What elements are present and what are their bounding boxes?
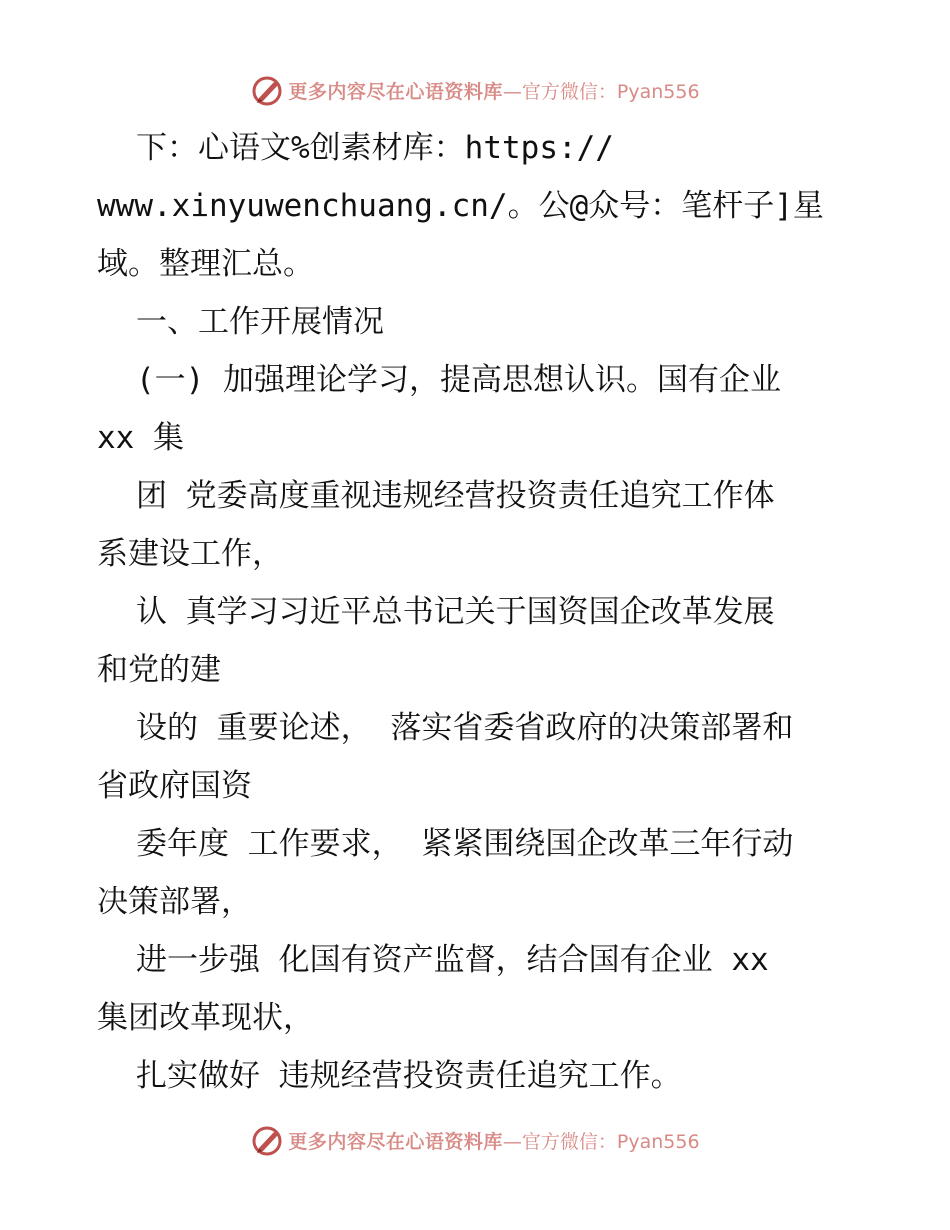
text-line-13: 委年度 工作要求， 紧紧围绕国企改革三年行动 — [136, 826, 794, 862]
text-line-15: 进一步强 化国有资产监督，结合国有企业 xx — [136, 942, 769, 978]
text-line-16: 集团改革现状， — [97, 1000, 314, 1036]
text-line-8: 系建设工作， — [97, 536, 283, 572]
banner-main-text: 更多内容尽在心语资料库 — [288, 1130, 503, 1153]
header-watermark-banner — [0, 70, 950, 110]
footer-watermark-banner — [0, 1120, 950, 1160]
text-line-2: www.xinyuwenchuang.cn/。公@众号：笔杆子]星 — [97, 188, 824, 224]
banner-main-text: 更多内容尽在心语资料库 — [288, 80, 503, 103]
text-line-6: xx 集 — [97, 420, 184, 456]
text-line-17: 扎实做好 违规经营投资责任追究工作。 — [136, 1058, 682, 1094]
banner-sub-text: —官方微信：Pyan556 — [502, 80, 700, 103]
text-line-7: 团 党委高度重视违规经营投资责任追究工作体 — [136, 478, 775, 514]
text-line-12: 省政府国资 — [97, 768, 252, 804]
text-line-9: 认 真学习习近平总书记关于国资国企改革发展 — [136, 594, 775, 630]
text-line-14: 决策部署， — [97, 884, 252, 920]
text-line-10: 和党的建 — [97, 652, 221, 688]
text-line-3: 域。整理汇总。 — [97, 246, 314, 282]
banner-sub-text: —官方微信：Pyan556 — [502, 1130, 700, 1153]
text-line-1: 下：心语文%创素材库：https:// — [136, 130, 614, 166]
text-line-11: 设的 重要论述， 落实省委省政府的决策部署和 — [136, 710, 794, 746]
section-heading: 一、工作开展情况 — [136, 304, 384, 340]
text-line-5: (一) 加强理论学习，提高思想认识。国有企业 — [136, 362, 781, 398]
pen-logo-icon — [250, 1123, 284, 1157]
pen-logo-icon — [250, 73, 284, 107]
